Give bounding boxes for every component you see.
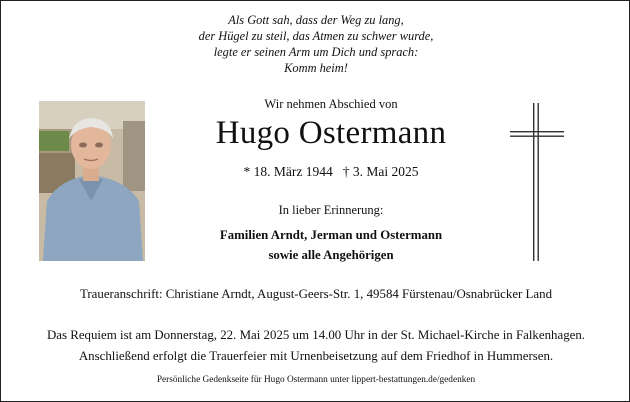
portrait-image	[39, 101, 145, 261]
family-line: sowie alle Angehörigen	[268, 248, 394, 262]
mourning-address: Traueranschrift: Christiane Arndt, August-Geers-Str. 1, 49584 Fürstenau/Osnabrücker Land	[79, 287, 553, 301]
poem-line: Komm heim!	[284, 61, 348, 75]
poem-line: der Hügel zu steil, das Atmen zu schwer wurde,	[198, 29, 434, 43]
service-info	[1, 325, 630, 367]
birth-date: * 18. März 1944	[243, 164, 333, 179]
life-dates	[181, 164, 481, 180]
memory-line: In lieber Erinnerung:	[278, 203, 384, 217]
deceased-name: Hugo Ostermann	[215, 115, 447, 151]
memorial-page-note: Persönliche Gedenkseite für Hugo Ostermann unter lippert-bestattungen.de/gedenken	[156, 375, 476, 385]
poem-line: legte er seinen Arm um Dich und sprach:	[213, 45, 419, 59]
poem	[1, 12, 630, 76]
service-line: Das Requiem ist am Donnerstag, 22. Mai 2025 um 14.00 Uhr in der St. Michael-Kirche in Falkenhagen.	[46, 328, 586, 342]
cross-icon	[509, 101, 569, 268]
farewell-intro: Wir nehmen Abschied von	[264, 97, 398, 111]
death-date: † 3. Mai 2025	[342, 164, 419, 179]
family-line: Familien Arndt, Jerman und Ostermann	[219, 228, 443, 242]
poem-line: Als Gott sah, dass der Weg zu lang,	[228, 13, 404, 27]
family-names	[141, 225, 521, 265]
portrait-photo	[39, 101, 145, 261]
service-line: Anschließend erfolgt die Trauerfeier mit Urnenbeisetzung auf dem Friedhof in Hummersen.	[78, 349, 554, 363]
